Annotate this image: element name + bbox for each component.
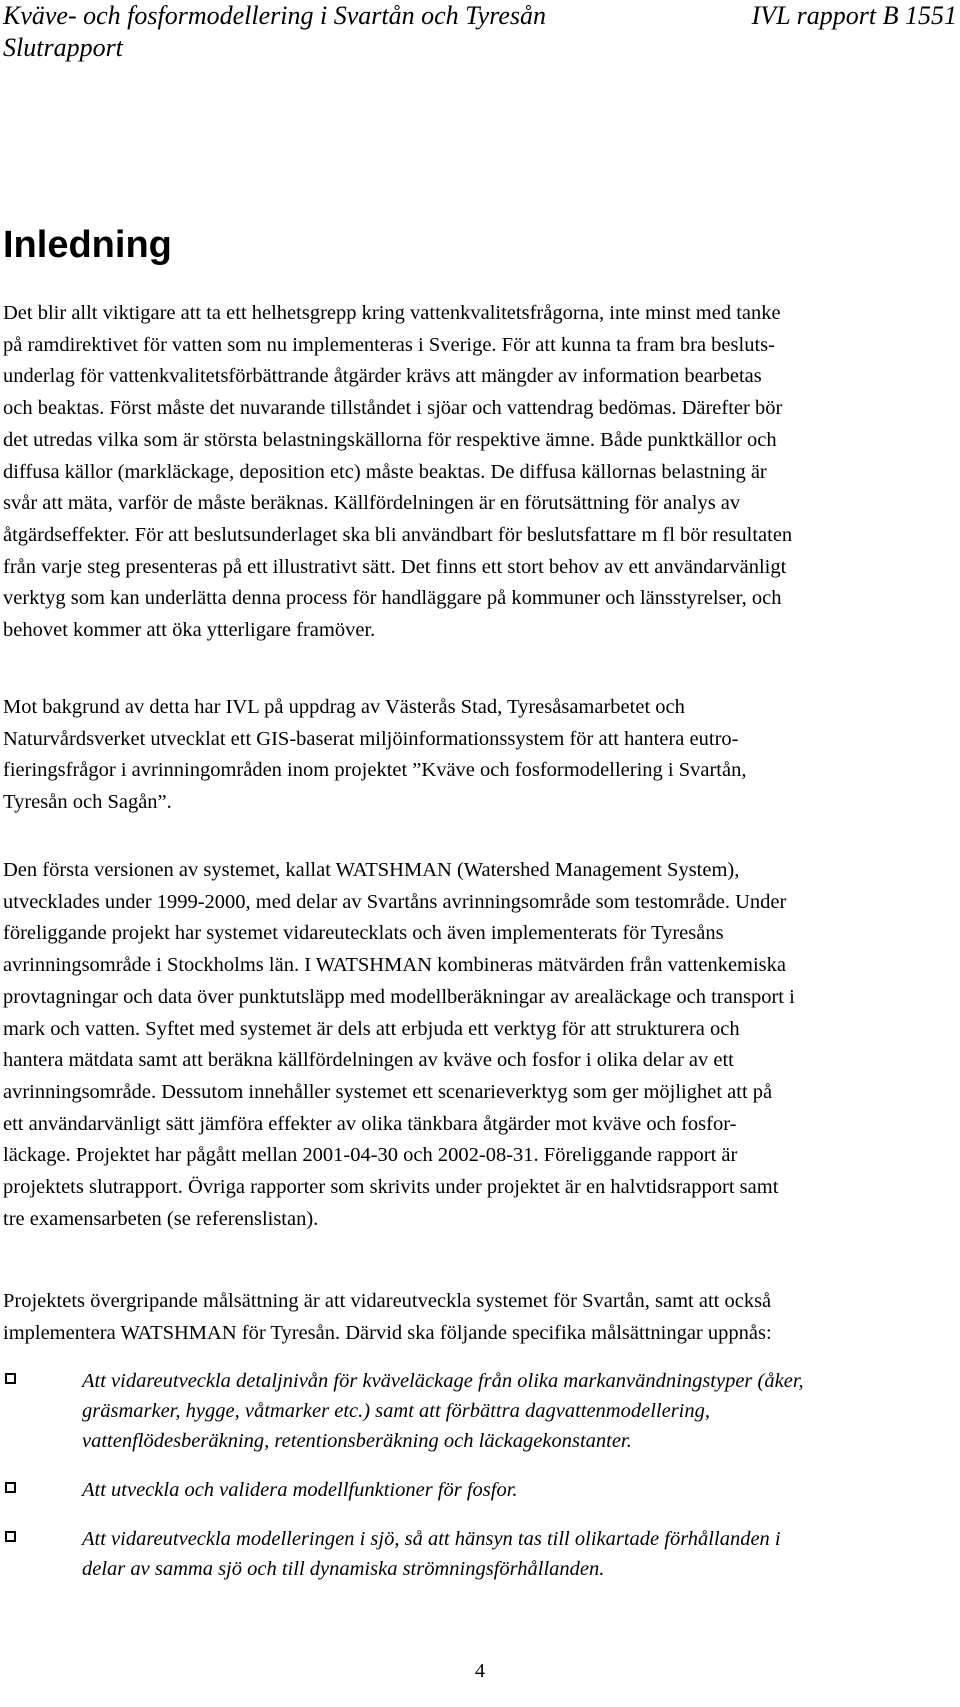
paragraph-text	[3, 298, 953, 647]
list-item-line: delar av samma sjö och till dynamiska strömningsförhållanden.	[82, 1558, 605, 1580]
page-header	[3, 0, 957, 64]
page-number: 4	[475, 1660, 485, 1682]
text-line: Tyresån och Sagån”.	[3, 791, 172, 814]
list-item-line: Att vidareutveckla modelleringen i sjö, så att hänsyn tas till olikartade förhållanden i	[82, 1528, 781, 1550]
list-item-line: vattenflödesberäkning, retentionsberäkning och läckagekonstanter.	[82, 1430, 632, 1452]
text-line: och beaktas. Först måste det nuvarande tillståndet i sjöar och vattendrag bedömas. Därefter bör	[3, 397, 783, 420]
list-item	[3, 1366, 953, 1456]
text-line: Mot bakgrund av detta har IVL på uppdrag av Västerås Stad, Tyresåsamarbetet och	[3, 696, 685, 718]
text-line: mark och vatten. Syftet med systemet är dels att erbjuda ett verktyg för att strukturera och	[3, 1017, 740, 1040]
text-line: föreliggande projekt har systemet vidareutecklats och även implementerats för Tyresåns	[3, 922, 724, 945]
text-line: diffusa källor (markläckage, deposition etc) måste beaktas. De diffusa källornas belastning är	[3, 460, 767, 483]
text-line: projektets slutrapport. Övriga rapporter som skrivits under projektet är en halvtidsrapport samt	[3, 1176, 779, 1199]
list-item-line: Att vidareutveckla detaljnivån för kväveläckage från olika markanvändningstyper (åker,	[82, 1370, 804, 1392]
text-line: fieringsfrågor i avrinningområden inom projektet ”Kväve och fosformodellering i Svartån,	[3, 759, 747, 782]
checkbox-bullet-icon	[5, 1482, 16, 1493]
text-line: tre examensarbeten (se referenslistan).	[3, 1207, 319, 1230]
text-line: avrinningsområde. Dessutom innehåller systemet ett scenarieverktyg som ger möjlighet att på	[3, 1080, 773, 1103]
text-line: Naturvårdsverket utvecklat ett GIS-baserat miljöinformationssystem för att hantera eutro-	[3, 727, 739, 750]
header-report-number: IVL rapport B 1551	[751, 1, 957, 30]
text-line: läckage. Projektet har pågått mellan 2001-04-30 och 2002-08-31. Föreliggande rapport är	[3, 1144, 738, 1167]
paragraph-4	[3, 1286, 953, 1349]
checkbox-bullet-icon	[5, 1373, 16, 1384]
text-line: provtagningar och data över punktutsläpp med modellberäkningar av arealäckage och transport i	[3, 985, 795, 1008]
list-item	[3, 1524, 953, 1584]
text-line: svår att mäta, varför de måste beräknas. Källfördelningen är en förutsättning för analys av	[3, 492, 741, 515]
text-line: implementera WATSHMAN för Tyresån. Därvid ska följande specifika målsättningar uppnås:	[3, 1321, 772, 1344]
goals-list	[3, 1366, 953, 1603]
text-line: från varje steg presenteras på ett illustrativt sätt. Det finns ett stort behov av ett användarvänligt	[3, 555, 787, 578]
checkbox-bullet-icon	[5, 1531, 16, 1542]
paragraph-3	[3, 855, 953, 1235]
text-line: verktyg som kan underlätta denna process för handläggare på kommuner och länsstyrelser, och	[3, 587, 782, 610]
header-report-type: Slutrapport	[3, 33, 123, 62]
text-line: underlag för vattenkvalitetsförbättrande åtgärder krävs att mängder av information bearbetas	[3, 365, 762, 388]
paragraph-text	[3, 855, 953, 1235]
text-line: Det blir allt viktigare att ta ett helhetsgrepp kring vattenkvalitetsfrågorna, inte minst med tanke	[3, 302, 781, 324]
text-line: åtgärdseffekter. För att beslutsunderlaget ska bli användbart för beslutsfattare m fl bör resultaten	[3, 523, 793, 546]
text-line: utvecklades under 1999-2000, med delar av Svartåns avrinningsområde som testområde. Under	[3, 890, 787, 913]
paragraph-2	[3, 692, 953, 819]
section-title: Inledning	[3, 224, 172, 266]
list-item	[3, 1475, 953, 1505]
header-row-2	[3, 32, 957, 64]
text-line: behovet kommer att öka ytterligare framöver.	[3, 619, 376, 642]
paragraph-1	[3, 298, 953, 647]
text-line: Den första versionen av systemet, kallat WATSHMAN (Watershed Management System),	[3, 859, 740, 881]
text-line: hantera mätdata samt att beräkna källfördelningen av kväve och fosfor i olika delar av ett	[3, 1049, 734, 1072]
list-item-line: gräsmarker, hygge, våtmarker etc.) samt att förbättra dagvattenmodellering,	[82, 1400, 711, 1422]
text-line: ett användarvänligt sätt jämföra effekter av olika tänkbara åtgärder mot kväve och fosfor-	[3, 1112, 737, 1135]
header-row-1	[3, 0, 957, 32]
text-line: avrinningsområde i Stockholms län. I WATSHMAN kombineras mätvärden från vattenkemiska	[3, 954, 787, 977]
list-item-line: Att utveckla och validera modellfunktioner för fosfor.	[82, 1479, 518, 1501]
text-line: på ramdirektivet för vatten som nu implementeras i Sverige. För att kunna ta fram bra besluts-	[3, 333, 775, 356]
header-report-title: Kväve- och fosformodellering i Svartån och Tyresån	[3, 1, 547, 30]
text-line: det utredas vilka som är största belastningskällorna för respektive ämne. Både punktkällor och	[3, 428, 777, 451]
paragraph-text	[3, 1286, 953, 1349]
text-line: Projektets övergripande målsättning är att vidareutveckla systemet för Svartån, samt att också	[3, 1290, 772, 1312]
paragraph-text	[3, 692, 953, 819]
